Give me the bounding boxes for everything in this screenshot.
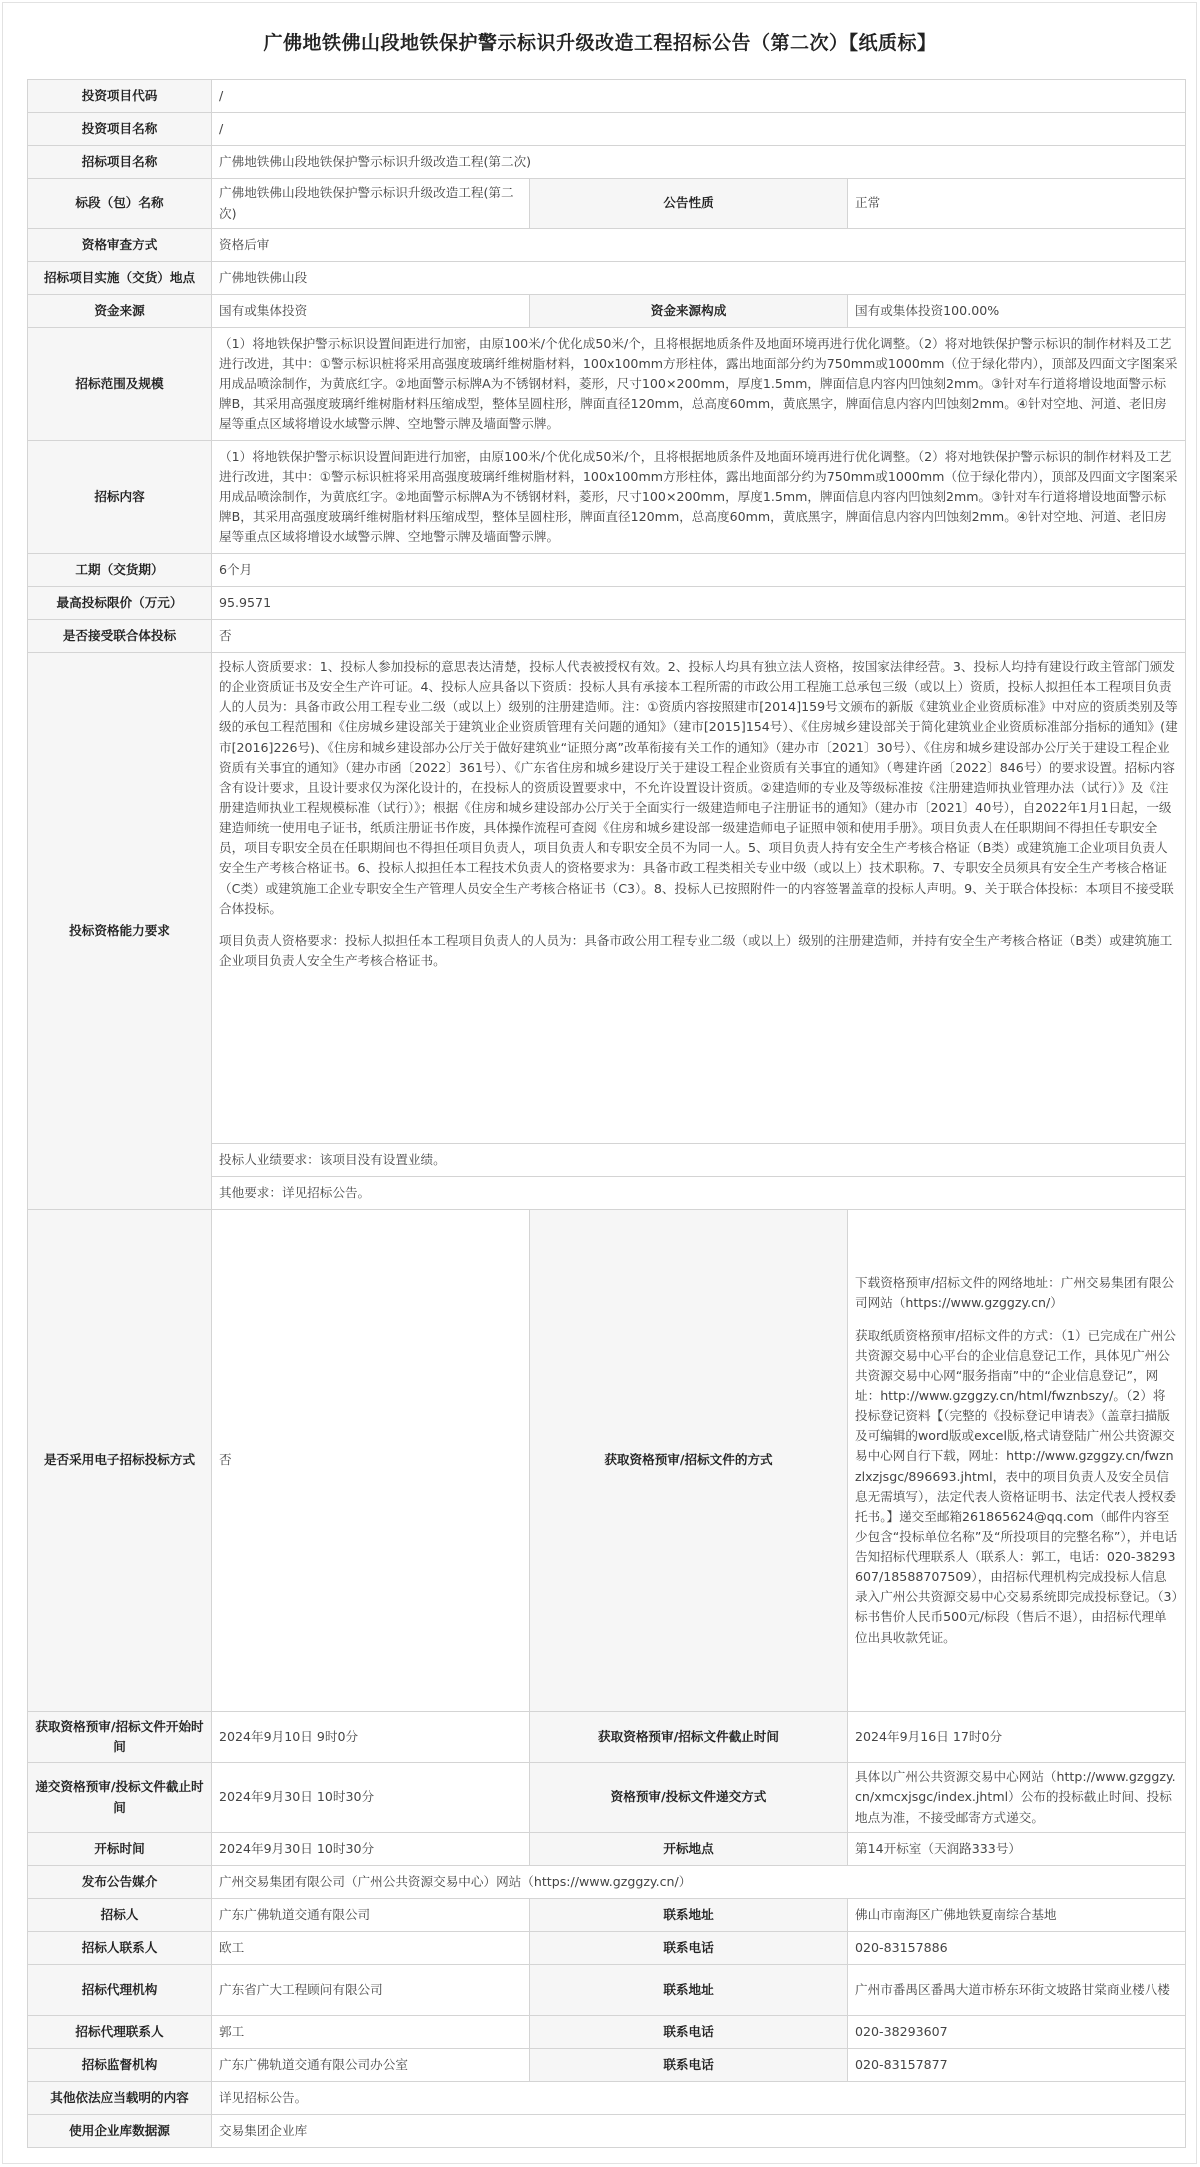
field-label: 招标人联系人 — [28, 1932, 212, 1965]
field-value: 广佛地铁佛山段地铁保护警示标识升级改造工程(第二次) — [212, 179, 530, 229]
field-value: 资格后审 — [212, 229, 1186, 262]
field-label: 是否接受联合体投标 — [28, 620, 212, 653]
table-row — [28, 262, 1186, 295]
notice-table — [27, 79, 1186, 2148]
field-label: 投资项目代码 — [28, 80, 212, 113]
table-row — [28, 653, 1186, 1144]
field-value: 具体以广州公共资源交易中心网站（http://www.gzggzy.cn/xmcxjsgc/index.jhtml）公布的投标截止时间、投标地点为准，不接受邮寄方式递交。 — [848, 1763, 1186, 1833]
field-label: 工期（交货期） — [28, 554, 212, 587]
field-label: 招标项目实施（交货）地点 — [28, 262, 212, 295]
field-value: 正常 — [848, 179, 1186, 229]
field-label: 联系地址 — [530, 1965, 848, 2016]
field-label: 招标监督机构 — [28, 2049, 212, 2082]
field-label: 获取资格预审/招标文件截止时间 — [530, 1712, 848, 1763]
table-row — [28, 554, 1186, 587]
field-value: 其他要求：详见招标公告。 — [212, 1177, 1186, 1210]
table-row — [28, 2115, 1186, 2148]
field-label: 联系电话 — [530, 1932, 848, 1965]
page-title: 广佛地铁佛山段地铁保护警示标识升级改造工程招标公告（第二次）【纸质标】 — [263, 32, 937, 54]
field-label: 获取资格预审/招标文件开始时间 — [28, 1712, 212, 1763]
field-label: 资格审查方式 — [28, 229, 212, 262]
table-row — [28, 146, 1186, 179]
table-row — [28, 2082, 1186, 2115]
field-value: 2024年9月10日 9时0分 — [212, 1712, 530, 1763]
field-value: 广东省广大工程顾问有限公司 — [212, 1965, 530, 2016]
field-label: 招标代理联系人 — [28, 2016, 212, 2049]
table-row — [28, 1965, 1186, 2016]
field-label: 标段（包）名称 — [28, 179, 212, 229]
field-value: / — [212, 80, 1186, 113]
field-value: 6个月 — [212, 554, 1186, 587]
field-label: 递交资格预审/投标文件截止时间 — [28, 1763, 212, 1833]
field-value: 第14开标室（天润路333号） — [848, 1833, 1186, 1866]
table-row — [28, 2049, 1186, 2082]
table-row — [28, 113, 1186, 146]
field-value: 2024年9月30日 10时30分 — [212, 1763, 530, 1833]
field-value: 广东广佛轨道交通有限公司 — [212, 1899, 530, 1932]
table-row — [28, 80, 1186, 113]
field-value: 否 — [212, 1210, 530, 1712]
table-row — [28, 328, 1186, 441]
field-value: 国有或集体投资 — [212, 295, 530, 328]
field-label: 其他依法应当载明的内容 — [28, 2082, 212, 2115]
field-value: 020-83157877 — [848, 2049, 1186, 2082]
field-value: 广佛地铁佛山段 — [212, 262, 1186, 295]
field-value: 国有或集体投资100.00% — [848, 295, 1186, 328]
field-label: 资金来源 — [28, 295, 212, 328]
table-row — [28, 1899, 1186, 1932]
field-value: 否 — [212, 620, 1186, 653]
table-row — [28, 1866, 1186, 1899]
field-paragraph: 获取纸质资格预审/招标文件的方式：（1）已完成在广州公共资源交易中心平台的企业信息登记工作，具体见广州公共资源交易中心网“服务指南”中的“企业信息登记”，网址：http://www.gzggzy.cn/html/fwznbszy/。（2）将投标登记资料【（完整的《投标登记申请表》（盖章扫描版及可编辑的word版或excel版,格式请登陆广州公共资源交易中心网自行下载，网址：http://www.gzggzy.cn/fwznzlxzjsgc/896693.jhtml，表中的项目负责人及安全员信息无需填写），法定代表人资格证明书、法定代表人授权委托书。】递交至邮箱261865624@qq.com（邮件内容至少包含“投标单位名称”及“所投项目的完整名称”），并电话告知招标代理联系人（联系人：郭工，电话：020-38293607/18588707509），由招标代理机构完成投标人信息录入广州公共资源交易中心交易系统即完成投标登记。（3）标书售价人民币500元/标段（售后不退），由招标代理单位出具收款凭证。 — [855, 1327, 1178, 1645]
field-label: 是否采用电子招标投标方式 — [28, 1210, 212, 1712]
table-row — [28, 179, 1186, 229]
field-value: 广州市番禺区番禺大道市桥东环街文坡路甘棠商业楼八楼 — [848, 1965, 1186, 2016]
field-label: 联系电话 — [530, 2016, 848, 2049]
field-label: 招标内容 — [28, 441, 212, 554]
field-label: 招标范围及规模 — [28, 328, 212, 441]
field-value: 佛山市南海区广佛地铁夏南综合基地 — [848, 1899, 1186, 1932]
field-label: 开标时间 — [28, 1833, 212, 1866]
field-label: 发布公告媒介 — [28, 1866, 212, 1899]
table-row — [28, 2016, 1186, 2049]
field-value: 交易集团企业库 — [212, 2115, 1186, 2148]
field-value: （1）将地铁保护警示标识设置间距进行加密，由原100米/个优化成50米/个，且将根据地质条件及地面环境再进行优化调整。（2）将对地铁保护警示标识的制作材料及工艺进行改进，其中：①警示标识桩将采用高强度玻璃纤维树脂材料，100x100mm方形柱体，露出地面部分约为750mm或1000mm（位于绿化带内），顶部及四面文字图案采用成品喷涂制作，为黄底红字。②地面警示标牌A为不锈钢材料，菱形，尺寸100×200mm，厚度1.5mm，牌面信息内容内凹蚀刻2mm。③针对车行道将增设地面警示标牌B，其采用高强度玻璃纤维树脂材料压缩成型，整体呈圆柱形，牌面直径120mm，总高度60mm，黄底黑字，牌面信息内容内凹蚀刻2mm。④针对空地、河道、老旧房屋等重点区域将增设水域警示牌、空地警示牌及墙面警示牌。 — [212, 328, 1186, 441]
field-label: 获取资格预审/招标文件的方式 — [530, 1210, 848, 1712]
field-label: 投资项目名称 — [28, 113, 212, 146]
field-label: 资格预审/投标文件递交方式 — [530, 1763, 848, 1833]
table-row — [28, 1833, 1186, 1866]
field-label: 联系电话 — [530, 2049, 848, 2082]
field-value: 广州交易集团有限公司（广州公共资源交易中心）网站（https://www.gzggzy.cn/） — [212, 1866, 1186, 1899]
field-label: 公告性质 — [530, 179, 848, 229]
table-row — [28, 1763, 1186, 1833]
field-paragraph: 下载资格预审/招标文件的网络地址：广州交易集团有限公司网站（https://www.gzggzy.cn/） — [855, 1275, 1175, 1311]
field-value: 详见招标公告。 — [212, 2082, 1186, 2115]
field-value: 2024年9月16日 17时0分 — [848, 1712, 1186, 1763]
field-label: 最高投标限价（万元） — [28, 587, 212, 620]
table-row — [28, 441, 1186, 554]
field-value: 020-83157886 — [848, 1932, 1186, 1965]
field-value: 95.9571 — [212, 587, 1186, 620]
field-label: 开标地点 — [530, 1833, 848, 1866]
field-value: 广东广佛轨道交通有限公司办公室 — [212, 2049, 530, 2082]
field-value: 郭工 — [212, 2016, 530, 2049]
table-row — [28, 295, 1186, 328]
field-value: 广佛地铁佛山段地铁保护警示标识升级改造工程(第二次) — [212, 146, 1186, 179]
field-label: 招标代理机构 — [28, 1965, 212, 2016]
field-label: 联系地址 — [530, 1899, 848, 1932]
field-value: 欧工 — [212, 1932, 530, 1965]
field-value — [212, 653, 1186, 1144]
field-label: 资金来源构成 — [530, 295, 848, 328]
field-value: 020-38293607 — [848, 2016, 1186, 2049]
table-row — [28, 587, 1186, 620]
field-value: 2024年9月30日 10时30分 — [212, 1833, 530, 1866]
table-row — [28, 1712, 1186, 1763]
field-value: 投标人业绩要求：该项目没有设置业绩。 — [212, 1144, 1186, 1177]
field-label: 投标资格能力要求 — [28, 653, 212, 1210]
field-value: （1）将地铁保护警示标识设置间距进行加密，由原100米/个优化成50米/个，且将根据地质条件及地面环境再进行优化调整。（2）将对地铁保护警示标识的制作材料及工艺进行改进，其中：①警示标识桩将采用高强度玻璃纤维树脂材料，100x100mm方形柱体，露出地面部分约为750mm或1000mm（位于绿化带内），顶部及四面文字图案采用成品喷涂制作，为黄底红字。②地面警示标牌A为不锈钢材料，菱形，尺寸100×200mm，厚度1.5mm，牌面信息内容内凹蚀刻2mm。③针对车行道将增设地面警示标牌B，其采用高强度玻璃纤维树脂材料压缩成型，整体呈圆柱形，牌面直径120mm，总高度60mm，黄底黑字，牌面信息内容内凹蚀刻2mm。④针对空地、河道、老旧房屋等重点区域将增设水域警示牌、空地警示牌及墙面警示牌。 — [212, 441, 1186, 554]
table-row — [28, 1932, 1186, 1965]
field-label: 招标项目名称 — [28, 146, 212, 179]
field-value: / — [212, 113, 1186, 146]
field-paragraph: 项目负责人资格要求：投标人拟担任本工程项目负责人的人员为：具备市政公用工程专业二级（或以上）级别的注册建造师，并持有安全生产考核合格证（B类）或建筑施工企业项目负责人安全生产考核合格证书。 — [219, 932, 1173, 968]
table-row — [28, 620, 1186, 653]
field-paragraph: 投标人资质要求：1、投标人参加投标的意思表达清楚，投标人代表被授权有效。2、投标人均具有独立法人资格，按国家法律经营。3、投标人均持有建设行政主管部门颁发的企业资质证书及安全生产许可证。4、投标人应具备以下资质：投标人具有承接本工程所需的市政公用工程施工总承包三级（或以上）资质，投标人拟担任本工程项目负责人的人员为：具备市政公用工程专业二级（或以上）级别的注册建造师。注：①资质内容按照建市[2014]159号文颁布的新版《建筑业企业资质标准》中对应的资质类别及等级的承包工程范围和《住房城乡建设部关于建筑业企业资质管理有关问题的通知》（建市[2015]154号）、《住房城乡建设部关于简化建筑业企业资质标准部分指标的通知》(建市[2016]226号)、《住房和城乡建设部办公厅关于做好建筑业“证照分离”改革衔接有关工作的通知》（建办市〔2021〕30号）、《住房和城乡建设部办公厅关于建设工程企业资质有关事宜的通知》（建办市函〔2022〕361号）、《广东省住房和城乡建设厅关于建设工程企业资质有关事宜的通知》（粤建许函〔2022〕846号）的要求设置。招标内容含有设计要求，且设计要求仅为深化设计的，在投标人的资质设置要求中，不允许设置设计资质。②建造师的专业及等级标准按《注册建造师执业管理办法（试行）》及《注册建造师执业工程规模标准（试行）》；根据《住房和城乡建设部办公厅关于全面实行一级建造师电子注册证书的通知》（建办市〔2021〕40号），自2022年1月1日起，一级建造师统一使用电子证书，纸质注册证书作废，具体操作流程可查阅《住房和城乡建设部一级建造师电子证照申领和使用手册》。项目负责人在任职期间不得担任专职安全员，项目专职安全员在任职期间也不得担任项目负责人，项目负责人和专职安全员不为同一人。5、项目负责人持有安全生产考核合格证（B类）或建筑施工企业项目负责人安全生产考核合格证书。6、投标人拟担任本工程技术负责人的资格要求为：具备市政工程类相关专业中级（或以上）技术职称。7、专职安全员须具有安全生产考核合格证（C类）或建筑施工企业专职安全生产管理人员安全生产考核合格证书（C3）。8、投标人已按照附件一的内容签署盖章的投标人声明。9、关于联合体投标：本项目不接受联合体投标。 — [219, 659, 1178, 916]
table-row — [28, 1210, 1186, 1712]
field-label: 招标人 — [28, 1899, 212, 1932]
field-label: 使用企业库数据源 — [28, 2115, 212, 2148]
field-value — [848, 1210, 1186, 1712]
table-row — [28, 229, 1186, 262]
